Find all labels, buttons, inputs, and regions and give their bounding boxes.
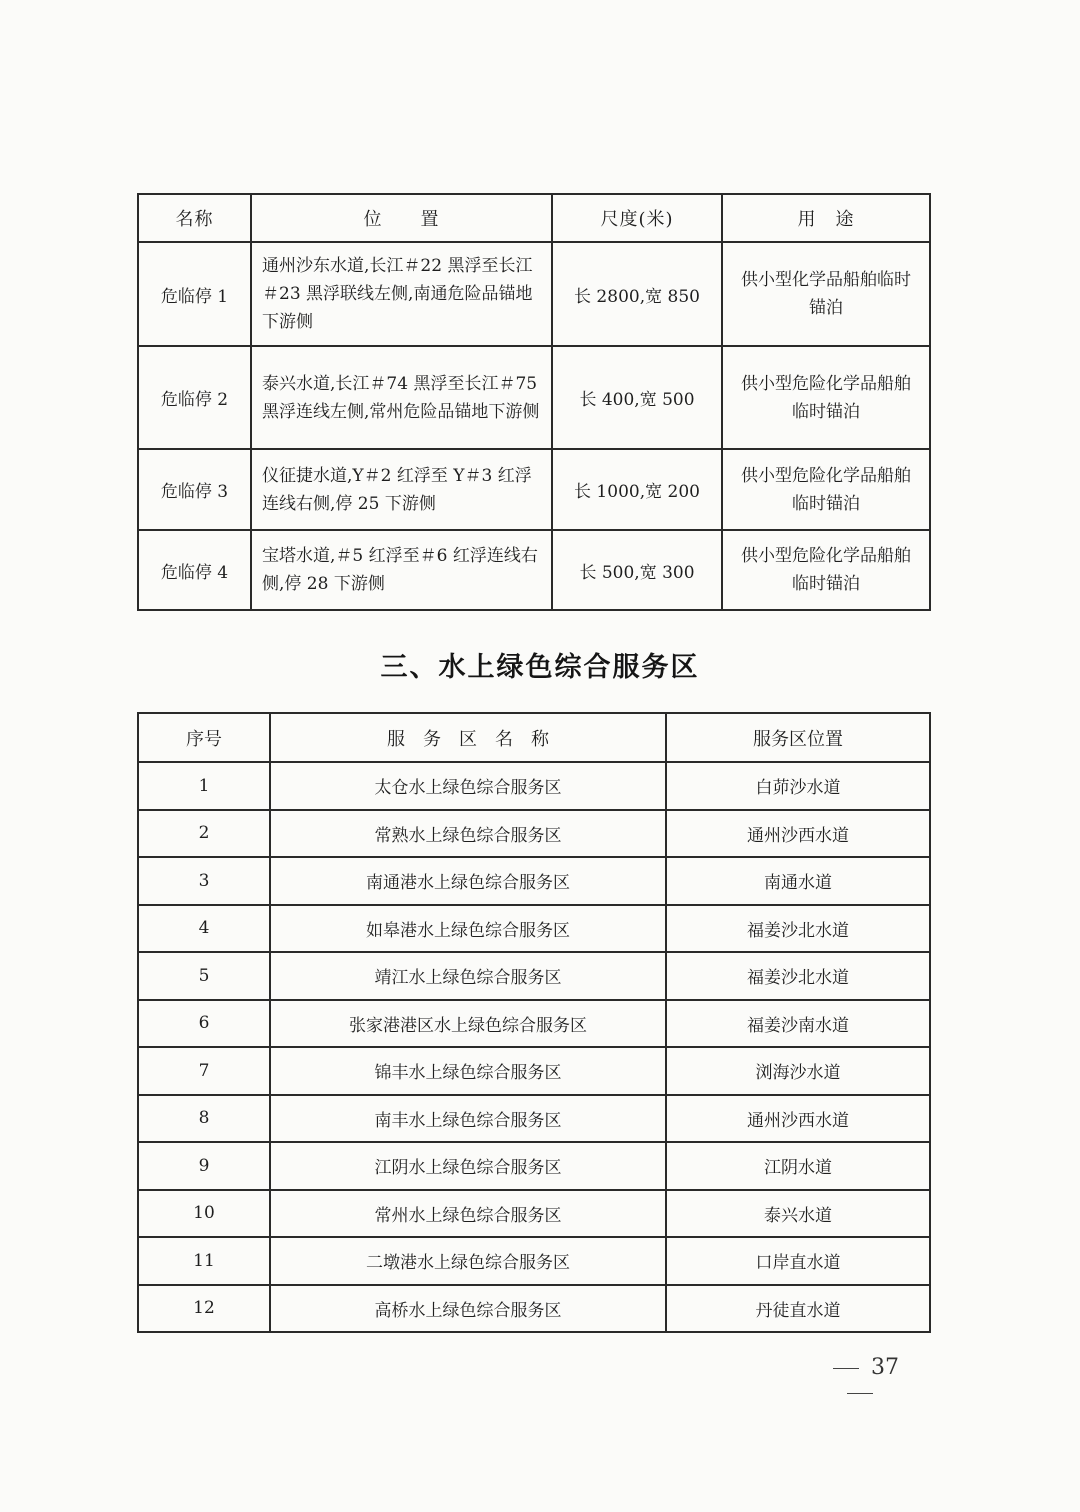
hazard-anchorage-table [137,193,931,611]
footer-dash-left [833,1368,859,1369]
cell-name: 危临停 4 [138,530,251,610]
cell-position: 仪征捷水道,Y＃2 红浮至 Y＃3 红浮连线右侧,停 25 下游侧 [251,449,552,530]
header-size: 尺度(米) [552,194,722,242]
cell-service-location: 口岸直水道 [666,1237,930,1285]
page-number-footer [800,1355,920,1405]
table-row [138,1285,930,1333]
cell-number: 6 [138,1000,270,1048]
cell-service-name: 二墩港水上绿色综合服务区 [270,1237,666,1285]
cell-number: 2 [138,810,270,858]
cell-service-location: 通州沙西水道 [666,810,930,858]
cell-use: 供小型危险化学品船舶临时锚泊 [722,530,930,610]
cell-service-location: 泰兴水道 [666,1190,930,1238]
cell-service-location: 通州沙西水道 [666,1095,930,1143]
header-number: 序号 [138,713,270,762]
cell-size: 长 1000,宽 200 [552,449,722,530]
section-title: 三、水上绿色综合服务区 [380,652,700,683]
table-row [138,1095,930,1143]
table-row [138,1190,930,1238]
green-service-area-table [137,712,931,1333]
table-row [138,530,930,610]
table-row [138,242,930,346]
table-row [138,762,930,810]
header-service-name: 服 务 区 名 称 [270,713,666,762]
table-row [138,1047,930,1095]
cell-service-name: 锦丰水上绿色综合服务区 [270,1047,666,1095]
cell-service-location: 江阴水道 [666,1142,930,1190]
table-row [138,952,930,1000]
table-row [138,449,930,530]
cell-position: 泰兴水道,长江＃74 黑浮至长江＃75 黑浮连线左侧,常州危险品锚地下游侧 [251,346,552,449]
cell-number: 12 [138,1285,270,1333]
cell-size: 长 400,宽 500 [552,346,722,449]
cell-name: 危临停 3 [138,449,251,530]
cell-position: 宝塔水道,＃5 红浮至＃6 红浮连线右侧,停 28 下游侧 [251,530,552,610]
cell-number: 11 [138,1237,270,1285]
table-row [138,1000,930,1048]
cell-number: 4 [138,905,270,953]
cell-use: 供小型危险化学品船舶临时锚泊 [722,346,930,449]
cell-number: 5 [138,952,270,1000]
cell-name: 危临停 2 [138,346,251,449]
cell-number: 7 [138,1047,270,1095]
cell-number: 3 [138,857,270,905]
cell-size: 长 500,宽 300 [552,530,722,610]
cell-service-name: 南丰水上绿色综合服务区 [270,1095,666,1143]
cell-position: 通州沙东水道,长江＃22 黑浮至长江＃23 黑浮联线左侧,南通危险品锚地下游侧 [251,242,552,346]
table-row [138,1237,930,1285]
cell-service-name: 南通港水上绿色综合服务区 [270,857,666,905]
cell-service-name: 江阴水上绿色综合服务区 [270,1142,666,1190]
cell-service-location: 福姜沙北水道 [666,952,930,1000]
page-number: 37 [871,1355,899,1380]
cell-number: 8 [138,1095,270,1143]
table-row [138,1142,930,1190]
cell-service-location: 福姜沙北水道 [666,905,930,953]
cell-service-location: 福姜沙南水道 [666,1000,930,1048]
cell-service-name: 如皋港水上绿色综合服务区 [270,905,666,953]
cell-service-name: 常熟水上绿色综合服务区 [270,810,666,858]
header-use: 用 途 [722,194,930,242]
footer-dash-right [847,1393,873,1394]
cell-use: 供小型危险化学品船舶临时锚泊 [722,449,930,530]
header-service-location: 服务区位置 [666,713,930,762]
cell-number: 9 [138,1142,270,1190]
cell-service-name: 靖江水上绿色综合服务区 [270,952,666,1000]
header-name: 名称 [138,194,251,242]
cell-service-name: 张家港港区水上绿色综合服务区 [270,1000,666,1048]
cell-service-location: 浏海沙水道 [666,1047,930,1095]
service-table-body [138,762,930,1332]
cell-service-name: 高桥水上绿色综合服务区 [270,1285,666,1333]
cell-service-name: 太仓水上绿色综合服务区 [270,762,666,810]
table-row [138,810,930,858]
table-header-row [138,713,930,762]
cell-service-location: 白茆沙水道 [666,762,930,810]
cell-service-name: 常州水上绿色综合服务区 [270,1190,666,1238]
cell-use: 供小型化学品船舶临时锚泊 [722,242,930,346]
table-row [138,905,930,953]
cell-service-location: 南通水道 [666,857,930,905]
table-header-row [138,194,930,242]
table-row [138,857,930,905]
cell-number: 1 [138,762,270,810]
cell-name: 危临停 1 [138,242,251,346]
cell-number: 10 [138,1190,270,1238]
table-row [138,346,930,449]
cell-size: 长 2800,宽 850 [552,242,722,346]
cell-service-location: 丹徒直水道 [666,1285,930,1333]
header-position: 位 置 [251,194,552,242]
